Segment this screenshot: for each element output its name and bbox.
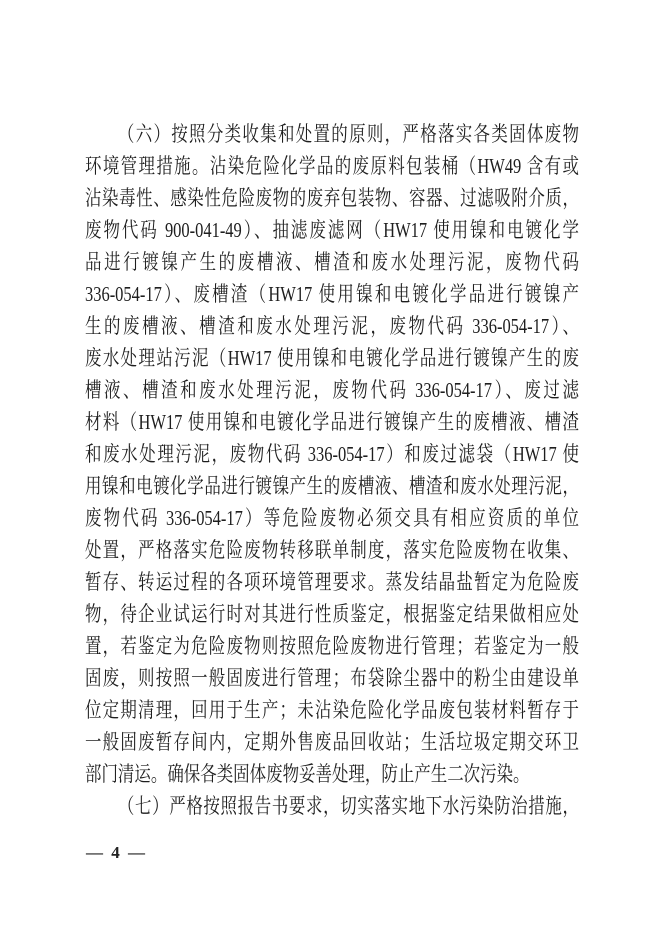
text-line: 废水处理站污泥（HW17 使用镍和电镀化学品进行镀镍产生的废 xyxy=(85,346,579,370)
text-line: 物，待企业试运行时对其进行性质鉴定，根据鉴定结果做相应处 xyxy=(85,602,579,626)
text-line: 用镍和电镀化学品进行镀镍产生的废槽液、槽渣和废水处理污泥， xyxy=(85,474,579,498)
body-text xyxy=(85,118,579,822)
text-line: 置，若鉴定为危险废物则按照危险废物进行管理；若鉴定为一般 xyxy=(85,634,579,658)
text-line: 废物代码 336-054-17）等危险废物必须交具有相应资质的单位 xyxy=(85,506,579,530)
text-line: 固废，则按照一般固废进行管理；布袋除尘器中的粉尘由建设单 xyxy=(85,666,579,690)
text-line: 废物代码 900-041-49）、抽滤废滤网（HW17 使用镍和电镀化学 xyxy=(85,218,579,242)
text-line: 生的废槽液、槽渣和废水处理污泥，废物代码 336-054-17）、 xyxy=(85,314,579,338)
text-line: 一般固废暂存间内，定期外售废品回收站；生活垃圾定期交环卫 xyxy=(85,730,579,754)
text-line: 部门清运。确保各类固体废物妥善处理，防止产生二次污染。 xyxy=(85,762,530,786)
text-line: 沾染毒性、感染性危险废物的废弃包装物、容器、过滤吸附介质， xyxy=(85,186,579,210)
text-line: 暂存、转运过程的各项环境管理要求。蒸发结晶盐暂定为危险废 xyxy=(85,570,579,594)
page-number: — 4 — xyxy=(86,843,147,862)
text-line: （六）按照分类收集和处置的原则，严格落实各类固体废物 xyxy=(117,122,579,146)
text-line: 材料（HW17 使用镍和电镀化学品进行镀镍产生的废槽液、槽渣 xyxy=(85,410,579,434)
text-line: 品进行镀镍产生的废槽液、槽渣和废水处理污泥，废物代码 xyxy=(85,250,579,274)
text-line: （七）严格按照报告书要求，切实落实地下水污染防治措施， xyxy=(117,794,579,818)
text-line: 槽液、槽渣和废水处理污泥，废物代码 336-054-17）、废过滤 xyxy=(85,378,579,402)
text-line: 位定期清理，回用于生产；未沾染危险化学品废包装材料暂存于 xyxy=(85,698,579,722)
text-line: 环境管理措施。沾染危险化学品的废原料包装桶（HW49 含有或 xyxy=(85,154,579,178)
text-line: 处置，严格落实危险废物转移联单制度，落实危险废物在收集、 xyxy=(85,538,579,562)
text-line: 336-054-17）、废槽渣（HW17 使用镍和电镀化学品进行镀镍产 xyxy=(85,282,579,306)
text-line: 和废水处理污泥，废物代码 336-054-17）和废过滤袋（HW17 使 xyxy=(85,442,579,466)
